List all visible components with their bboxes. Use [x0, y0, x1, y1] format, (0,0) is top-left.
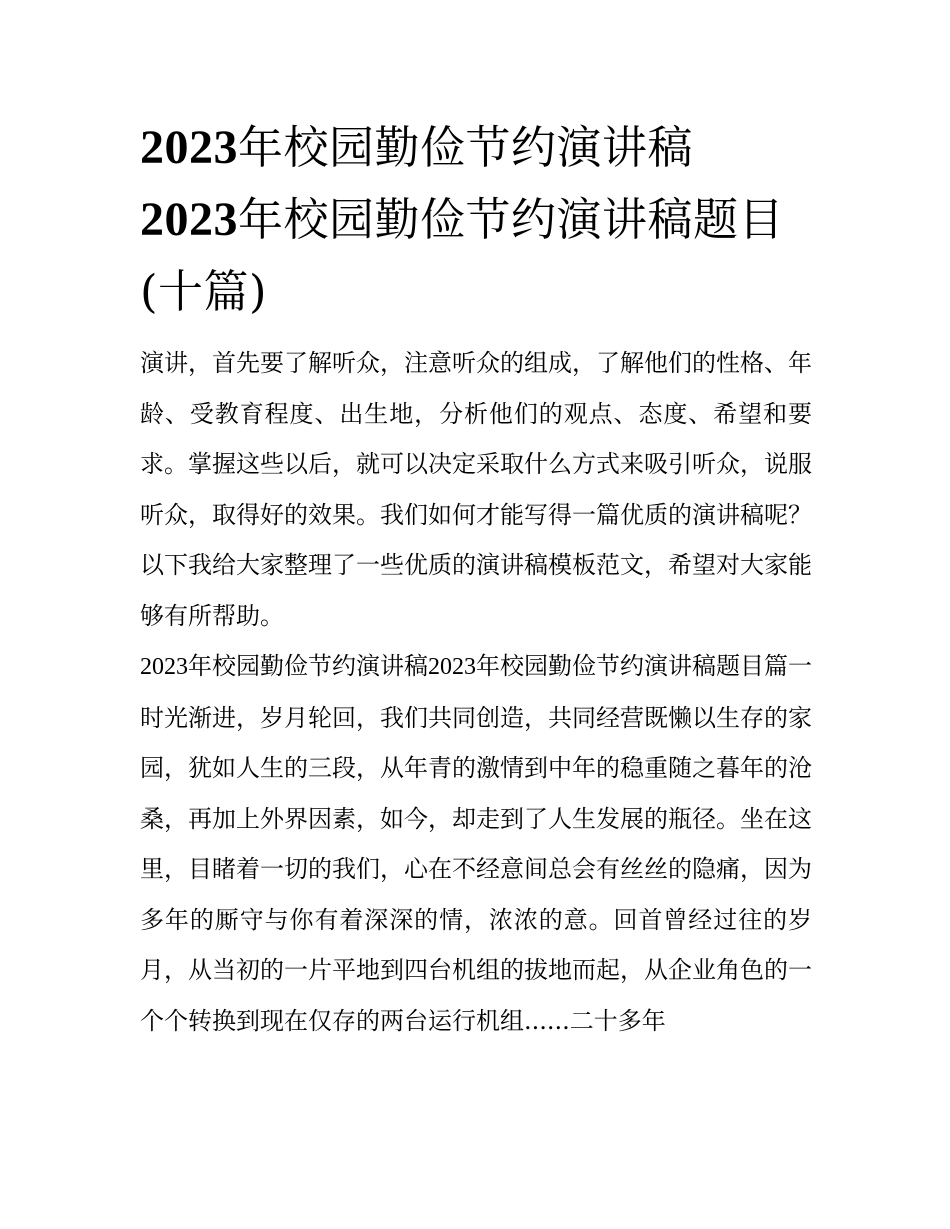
- heading-year-1: 2023: [140, 654, 188, 680]
- title-year-2: 2023: [140, 193, 238, 246]
- heading-year-2: 2023: [428, 654, 476, 680]
- document-title: [140, 112, 812, 328]
- heading-text-2: 年校园勤俭节约演讲稿题目篇一: [476, 652, 812, 680]
- document-content: [140, 112, 812, 1046]
- intro-paragraph: 演讲，首先要了解听众，注意听众的组成，了解他们的性格、年龄、受教育程度、出生地，分析他们的观点、态度、希望和要求。掌握这些以后，就可以决定采取什么方式来吸引听众，说服听众，取得好的效果。我们如何才能写得一篇优质的演讲稿呢？以下我给大家整理了一些优质的演讲稿模板范文，希望对大家能够有所帮助。: [140, 349, 812, 630]
- heading-text-1: 年校园勤俭节约演讲稿: [188, 652, 428, 680]
- body-paragraph: 时光渐进，岁月轮回，我们共同创造，共同经营既懒以生存的家园，犹如人生的三段，从年青的激情到中年的稳重随之暮年的沧桑，再加上外界因素，如今，却走到了人生发展的瓶径。坐在这里，目睹着一切的我们，心在不经意间总会有丝丝的隐痛，因为多年的厮守与你有着深深的情，浓浓的意。回首曾经过往的岁月，从当初的一片平地到四台机组的拔地而起，从企业角色的一个个转换到现在仅存的两台运行机组......二十多年: [140, 703, 812, 1035]
- title-text-2: 年校园勤俭节约演讲稿题目(十篇): [140, 193, 785, 318]
- title-year-1: 2023: [140, 121, 238, 174]
- section-heading: [140, 641, 812, 693]
- title-text-1: 年校园勤俭节约演讲稿: [238, 121, 694, 174]
